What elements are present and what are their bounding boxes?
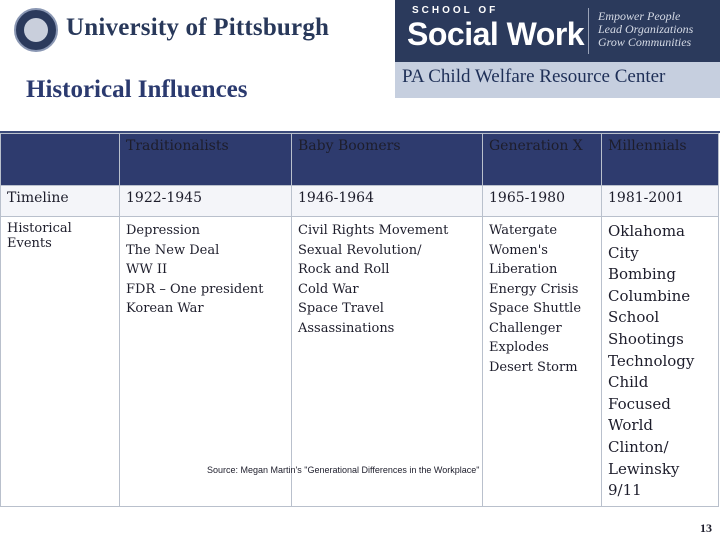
event-item: Sexual Revolution/ bbox=[298, 242, 422, 258]
event-item: WW II bbox=[126, 262, 168, 277]
event-item: 9/11 bbox=[608, 481, 642, 500]
event-item: Challenger bbox=[489, 320, 562, 336]
events-millennials bbox=[602, 217, 719, 507]
event-item: Space Shuttle bbox=[489, 301, 582, 316]
page-number: 13 bbox=[700, 521, 712, 535]
timeline-traditionalists: 1922-1945 bbox=[120, 186, 292, 217]
event-item: Energy Crisis bbox=[489, 281, 579, 297]
event-item: Cold War bbox=[298, 281, 359, 297]
table-header-row bbox=[1, 134, 719, 186]
event-item: Watergate bbox=[489, 223, 558, 238]
table-row-timeline bbox=[1, 186, 719, 217]
timeline-generation-x: 1965-1980 bbox=[483, 186, 602, 217]
event-item: Assassinations bbox=[298, 320, 395, 336]
event-item: Rock and Roll bbox=[298, 262, 390, 277]
event-item: Liberation bbox=[489, 262, 558, 277]
row-label-timeline: Timeline bbox=[1, 186, 120, 217]
event-item: Oklahoma bbox=[608, 222, 685, 240]
tagline-2: Lead Organizations bbox=[598, 22, 694, 36]
timeline-baby-boomers: 1946-1964 bbox=[292, 186, 483, 217]
event-item: Korean War bbox=[126, 301, 204, 316]
event-item: Explodes bbox=[489, 340, 549, 355]
events-traditionalists bbox=[120, 217, 292, 507]
event-item: Women's bbox=[489, 242, 548, 258]
event-item: Focused bbox=[608, 394, 671, 413]
header-millennials: Millennials bbox=[602, 134, 719, 186]
event-item: Depression bbox=[126, 223, 201, 238]
event-item: Space Travel bbox=[298, 301, 384, 316]
timeline-millennials: 1981-2001 bbox=[602, 186, 719, 217]
university-name: University of Pittsburgh bbox=[66, 14, 330, 41]
header-university bbox=[0, 0, 395, 64]
event-item: The New Deal bbox=[126, 242, 220, 258]
social-work-name: Social Work bbox=[407, 16, 585, 52]
event-item: School bbox=[608, 308, 660, 327]
event-item: City bbox=[608, 243, 639, 262]
header-baby-boomers: Baby Boomers bbox=[292, 134, 483, 186]
header-traditionalists: Traditionalists bbox=[120, 134, 292, 186]
event-item: Lewinsky bbox=[608, 459, 680, 478]
tagline-1: Empower People bbox=[598, 9, 681, 23]
event-item: Desert Storm bbox=[489, 359, 578, 375]
header-generation-x: Generation X bbox=[483, 134, 602, 186]
page-title: Historical Influences bbox=[26, 76, 248, 103]
event-item: FDR – One president bbox=[126, 281, 264, 297]
banner-divider bbox=[588, 8, 589, 54]
row-label-events: Historical Events bbox=[1, 217, 120, 507]
event-item: Child bbox=[608, 373, 649, 392]
event-item: World bbox=[608, 416, 653, 435]
source-citation: Source: Megan Martin's "Generational Differences in the Workplace" bbox=[207, 465, 480, 475]
event-item: Bombing bbox=[608, 265, 676, 284]
tagline-3: Grow Communities bbox=[598, 35, 692, 49]
event-item: Clinton/ bbox=[608, 437, 669, 456]
school-of-label: SCHOOL OF bbox=[412, 5, 499, 16]
events-generation-x bbox=[483, 217, 602, 507]
university-seal-icon bbox=[14, 8, 58, 52]
event-item: Shootings bbox=[608, 329, 684, 348]
resource-center-name: PA Child Welfare Resource Center bbox=[402, 66, 666, 87]
table-row-events bbox=[1, 217, 719, 507]
event-item: Civil Rights Movement bbox=[298, 223, 449, 238]
event-item: Columbine bbox=[608, 286, 691, 305]
event-item: Technology bbox=[608, 351, 695, 370]
events-baby-boomers bbox=[292, 217, 483, 507]
header-cell-empty bbox=[1, 134, 120, 186]
generations-table bbox=[0, 133, 719, 507]
